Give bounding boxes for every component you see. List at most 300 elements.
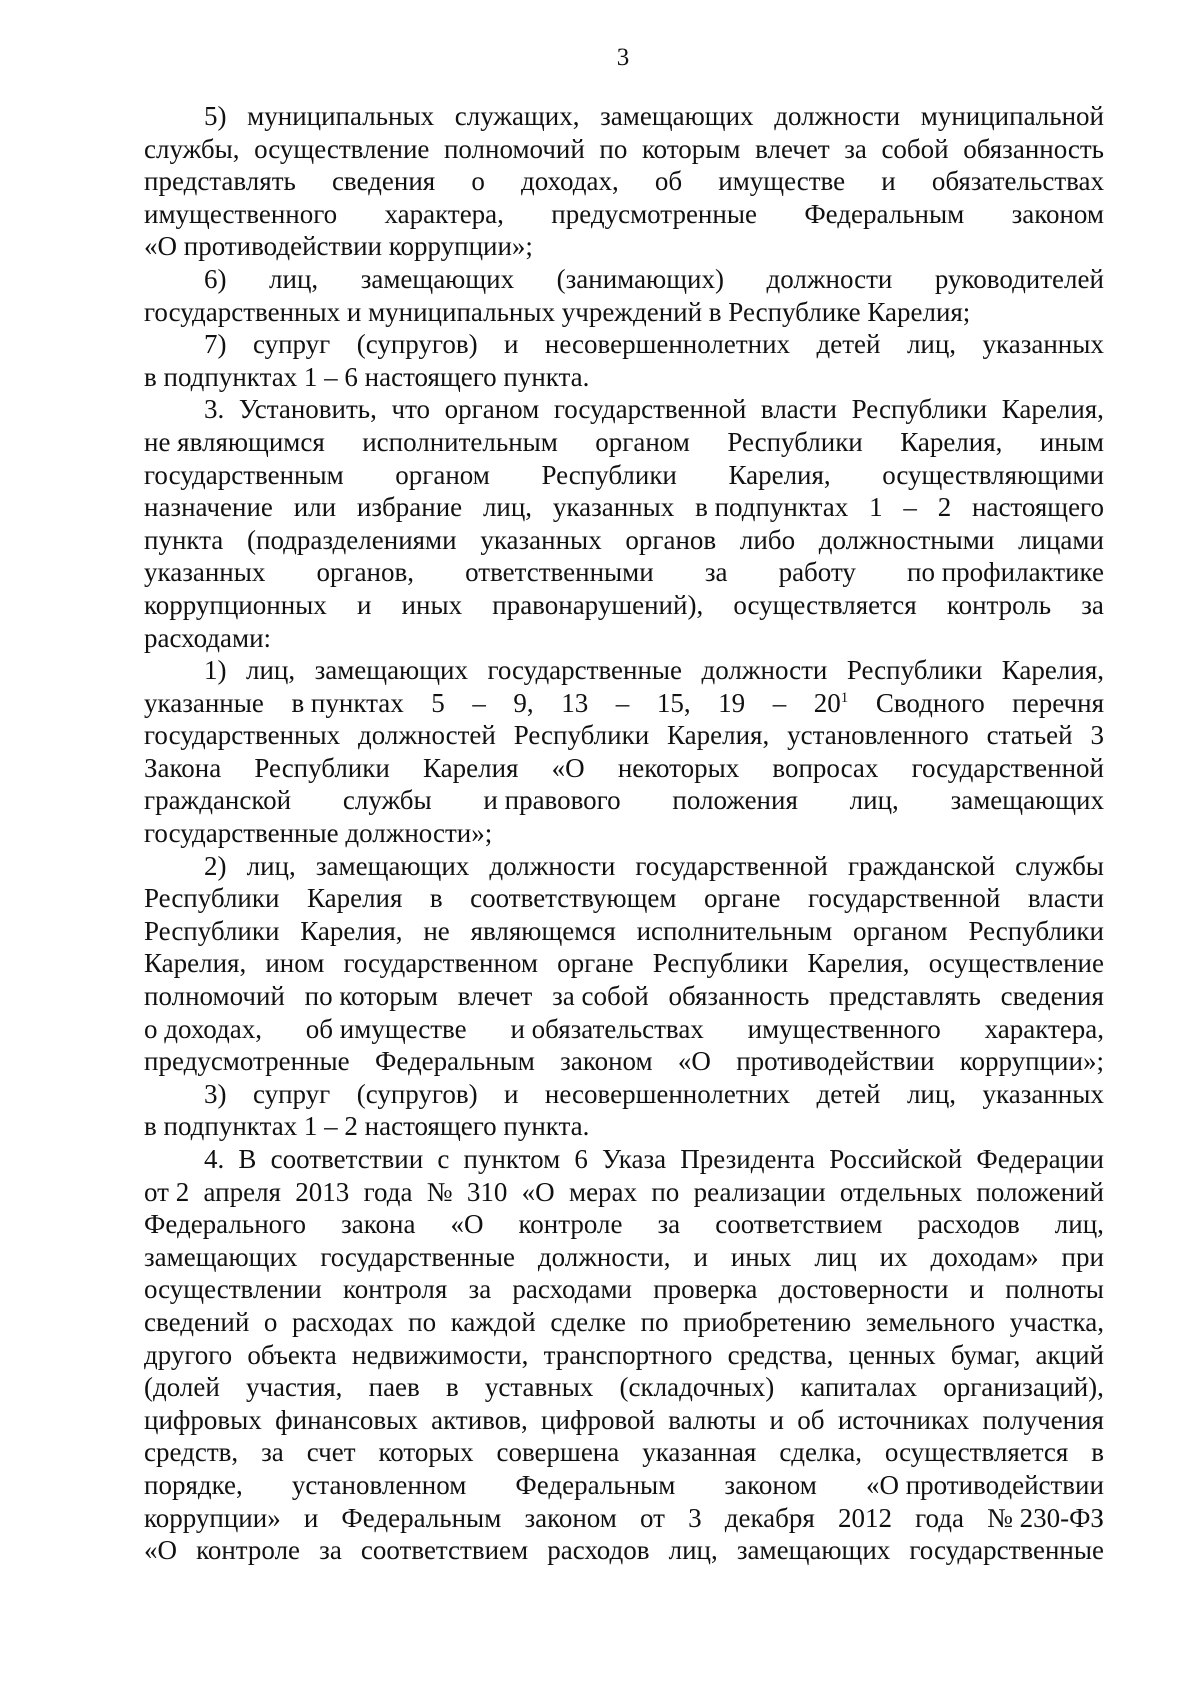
word: или	[293, 492, 337, 523]
text-line	[144, 165, 1104, 198]
text-line	[144, 784, 1104, 817]
word: контроль	[946, 589, 1052, 620]
text-line	[144, 882, 1104, 915]
text-line	[144, 1013, 1104, 1046]
word: государственным	[144, 459, 344, 490]
word: иных	[401, 589, 463, 620]
word: и	[769, 1404, 784, 1435]
word: Карелия	[306, 883, 403, 914]
word: апреля	[203, 1176, 281, 1207]
word: Республики	[968, 915, 1104, 946]
word: расходов	[917, 1209, 1020, 1240]
text-line	[144, 687, 1104, 720]
word: о доходах,	[144, 1013, 262, 1044]
word: «О	[677, 1046, 711, 1077]
word: государственной	[807, 883, 1001, 914]
word: расходах	[292, 1306, 394, 1337]
word: 6)	[204, 263, 227, 294]
footnote-mark: 1	[840, 689, 849, 706]
word: 5	[431, 687, 445, 718]
word: отдельных	[839, 1176, 963, 1207]
word: влечет	[755, 133, 830, 164]
word: Карелия,	[900, 426, 1003, 457]
word: лиц,	[1054, 1209, 1104, 1240]
word: 2012	[837, 1502, 892, 1533]
word: замещающих	[314, 655, 468, 686]
word: должности	[701, 655, 828, 686]
word: паев	[368, 1372, 420, 1403]
word: в подпунктах 1 – 6 настоящего пункта.	[144, 361, 590, 392]
text-line	[144, 198, 1104, 231]
word: соответствующем	[470, 883, 677, 914]
word: службы	[1015, 850, 1104, 881]
word: порядке,	[144, 1469, 243, 1500]
text-line	[144, 915, 1104, 948]
word: Республики	[144, 915, 280, 946]
word: коррупции»;	[959, 1046, 1104, 1077]
word: характера,	[984, 1013, 1104, 1044]
word: «О противодействии коррупции»;	[144, 231, 533, 262]
word: государственном	[343, 948, 539, 979]
word: органов	[625, 524, 717, 555]
word: указанных	[552, 492, 675, 523]
word: либо	[739, 524, 796, 555]
word: правонарушений),	[492, 589, 704, 620]
word: Указа	[602, 1144, 667, 1174]
word: Карелия,	[807, 948, 910, 979]
word: законом	[560, 1046, 653, 1077]
word: положения	[672, 785, 798, 816]
word: №	[426, 1176, 453, 1207]
word: вопросах	[772, 752, 879, 783]
word: участка,	[1009, 1306, 1104, 1337]
text-line	[144, 1371, 1104, 1404]
word: которых	[378, 1437, 474, 1468]
page-number: 3	[616, 44, 630, 71]
word: лицами	[1018, 524, 1104, 555]
word: проверка	[653, 1274, 758, 1305]
word: пункта	[144, 524, 224, 555]
text-line	[144, 1306, 1104, 1339]
word: совершена	[496, 1437, 620, 1468]
word: полноты	[1005, 1274, 1104, 1305]
text-line	[144, 1339, 1104, 1372]
word: и	[693, 1241, 708, 1272]
word: государственной	[553, 394, 747, 425]
text-line	[144, 100, 1104, 133]
word: имуществе	[718, 166, 846, 197]
word: собой	[881, 133, 949, 164]
word: гражданской	[144, 785, 292, 816]
word: не	[423, 915, 450, 946]
text-line	[144, 1273, 1104, 1306]
word: средства,	[727, 1339, 834, 1370]
word: осуществление	[254, 133, 430, 164]
word: 4.	[204, 1144, 225, 1174]
word: недвижимости,	[352, 1339, 529, 1370]
word: государственные	[487, 655, 683, 686]
word: об имуществе	[305, 1013, 467, 1044]
word: Установить,	[238, 394, 377, 425]
word: источниках	[837, 1404, 970, 1435]
word: за	[657, 1209, 681, 1240]
word: счет	[306, 1437, 356, 1468]
word: при	[1061, 1241, 1104, 1272]
word: акций	[1035, 1339, 1104, 1370]
word: (подразделениями	[247, 524, 457, 555]
text-line	[144, 1404, 1104, 1437]
word: цифровой	[541, 1404, 655, 1435]
text-line	[144, 654, 1104, 687]
word: супруг	[252, 329, 331, 360]
word: супруг	[252, 1078, 331, 1109]
word: в пунктах	[291, 687, 404, 718]
text-line	[144, 817, 1104, 850]
word: Карелия,	[667, 720, 770, 751]
word: указанных	[144, 557, 266, 588]
word: в	[1091, 1437, 1104, 1468]
word: государственной	[911, 752, 1104, 783]
word: в	[445, 1372, 459, 1403]
word: лиц,	[668, 1535, 718, 1566]
word: лиц,	[245, 655, 296, 686]
word: законом	[524, 1502, 617, 1533]
word: Республики	[513, 720, 650, 751]
word: органов,	[316, 557, 415, 588]
word: органом	[595, 426, 690, 457]
word: лиц,	[269, 263, 319, 294]
text-line	[144, 1176, 1104, 1209]
word: обязанность	[963, 133, 1104, 164]
word: закона	[341, 1209, 416, 1240]
text-line	[144, 1241, 1104, 1274]
text-line	[144, 296, 1104, 329]
word: государственные	[320, 1241, 515, 1272]
word: соответствием	[360, 1535, 529, 1566]
word: власти	[1027, 883, 1104, 914]
word: должности	[489, 850, 616, 881]
word: и обязательствах	[510, 1013, 704, 1044]
word: «О	[144, 1535, 177, 1566]
word: «О	[521, 1176, 555, 1207]
word: несовершеннолетних	[544, 329, 791, 360]
word: 7)	[204, 329, 227, 360]
word: капиталах	[800, 1372, 918, 1403]
word: лиц,	[482, 492, 533, 523]
word: государственные	[909, 1535, 1104, 1566]
word: Президента	[680, 1144, 816, 1174]
word: об	[654, 166, 683, 197]
word: другого	[144, 1339, 233, 1370]
word: установленного	[787, 720, 969, 751]
word: органом	[444, 394, 540, 425]
word: законом	[724, 1469, 817, 1500]
word: сделке	[550, 1306, 626, 1337]
word: должности	[774, 101, 901, 131]
text-line	[144, 361, 1104, 394]
word: полномочий	[144, 981, 285, 1012]
word: приобретению	[683, 1306, 852, 1337]
text-line	[144, 393, 1104, 426]
word: исполнительным	[362, 426, 558, 457]
text-line	[144, 328, 1104, 361]
text-line	[144, 850, 1104, 883]
text-line	[144, 491, 1104, 524]
word: по которым	[304, 981, 438, 1012]
word: и	[303, 1502, 319, 1533]
text-line	[144, 589, 1104, 622]
word: 3)	[204, 1078, 227, 1109]
word: контроле	[196, 1535, 301, 1566]
word: 5)	[204, 101, 227, 131]
word: «О противодействии	[865, 1469, 1104, 1500]
word: (складочных)	[619, 1372, 775, 1403]
text-line	[144, 622, 1104, 655]
word: «О	[450, 1209, 484, 1240]
word: В	[238, 1144, 257, 1174]
word: законом	[1011, 198, 1104, 229]
word: иным	[1039, 426, 1104, 457]
text-line	[144, 1208, 1104, 1241]
word: детей	[816, 329, 881, 360]
word: Федеральным	[341, 1502, 502, 1533]
word: в подпунктах 1 – 2 настоящего пункта.	[144, 1111, 590, 1142]
word: что	[391, 394, 431, 425]
word: за собой	[552, 981, 649, 1012]
word: контроле	[518, 1209, 623, 1240]
word: контроля	[342, 1274, 448, 1305]
word: 2013	[295, 1176, 350, 1207]
word: противодействии	[736, 1046, 935, 1077]
word: должности	[766, 263, 893, 294]
word: государственных	[144, 720, 341, 751]
word: 3	[688, 1502, 702, 1533]
word: –	[615, 687, 630, 718]
word: (долей	[144, 1372, 220, 1403]
word: муниципальной	[920, 101, 1104, 131]
word: настоящего	[972, 492, 1104, 523]
word: лиц	[814, 1241, 857, 1272]
word: обязательствах	[931, 166, 1104, 197]
word: по	[408, 1306, 437, 1337]
word: с	[437, 1144, 450, 1174]
word: –	[772, 687, 787, 718]
word: и	[969, 1274, 985, 1305]
word: Карелия,	[1001, 655, 1104, 686]
word: гражданской	[847, 850, 996, 881]
word: Республики	[727, 426, 863, 457]
word: руководителей	[934, 263, 1104, 294]
word: расходами:	[144, 622, 272, 653]
word: некоторых	[617, 752, 740, 783]
word: по	[599, 133, 628, 164]
word: в	[429, 883, 443, 914]
word: получения	[982, 1404, 1104, 1435]
text-line	[144, 1110, 1104, 1143]
text-line	[144, 1436, 1104, 1469]
word: Федерального	[144, 1209, 307, 1240]
word: мерах	[568, 1176, 638, 1207]
word: должностными	[818, 524, 995, 555]
word: влечет	[457, 981, 533, 1012]
word: Федеральным	[515, 1469, 676, 1500]
word: 2)	[204, 850, 227, 881]
word: коррупции»	[144, 1502, 281, 1533]
word: службы,	[144, 133, 240, 164]
word: уставных	[484, 1372, 594, 1403]
word: не являющимся	[144, 426, 325, 457]
word: организаций),	[943, 1372, 1104, 1403]
text-line	[144, 1045, 1104, 1078]
word: Карелия,	[300, 915, 403, 946]
word: 1	[869, 492, 883, 523]
text-line	[144, 1143, 1104, 1176]
word: указанных	[480, 524, 602, 555]
word: средств,	[144, 1437, 239, 1468]
word: избрание	[356, 492, 463, 523]
word: их	[879, 1241, 908, 1272]
word: сведения	[331, 166, 436, 197]
word: перечня	[1012, 687, 1104, 718]
word: 19	[718, 687, 746, 718]
word: детей	[816, 1078, 881, 1109]
word: активов,	[431, 1404, 528, 1435]
word: (занимающих)	[556, 263, 724, 294]
word: доходам»	[930, 1241, 1039, 1272]
word: Федерации	[976, 1144, 1104, 1174]
word: Республики	[254, 752, 390, 783]
word: обязанность	[668, 981, 810, 1012]
word: и	[881, 166, 896, 197]
word: органом	[853, 915, 948, 946]
word: 3.	[204, 394, 225, 425]
word: расходов	[547, 1535, 650, 1566]
word: исполнительным	[636, 915, 833, 946]
word: достоверности	[778, 1274, 949, 1305]
word: соответствием	[715, 1209, 883, 1240]
word: Республики	[541, 459, 677, 490]
word: замещающих	[360, 263, 515, 294]
word: Сводного	[875, 687, 985, 718]
text-line	[144, 133, 1104, 166]
word: осуществление	[928, 948, 1104, 979]
word: власти	[760, 394, 838, 425]
word: ином	[265, 948, 325, 979]
word: указанные	[144, 687, 264, 718]
word: несовершеннолетних	[544, 1078, 791, 1109]
word: Закона	[144, 752, 222, 783]
word: пунктом	[463, 1144, 561, 1174]
word: от 2	[144, 1176, 190, 1207]
word: 3	[1090, 720, 1104, 751]
word: лиц,	[906, 1078, 957, 1109]
word: ценных	[848, 1339, 936, 1370]
word: лиц,	[246, 850, 296, 881]
word: Карелия,	[144, 948, 247, 979]
word: замещающих	[950, 785, 1104, 816]
word: Федеральным	[804, 198, 965, 229]
word: 2	[937, 492, 952, 523]
word: –	[472, 687, 486, 718]
word: лиц,	[849, 785, 899, 816]
word: –	[903, 492, 917, 523]
text-line	[144, 1469, 1104, 1502]
word: соответствии	[270, 1144, 424, 1174]
word: характера,	[384, 198, 504, 229]
word: службы	[342, 785, 432, 816]
word: бумаг,	[950, 1339, 1021, 1370]
word: полномочий	[443, 133, 585, 164]
word: объекта	[247, 1339, 337, 1370]
word: финансовых	[275, 1404, 418, 1435]
word: декабря	[724, 1502, 815, 1533]
word: указанных	[982, 329, 1104, 360]
word: указанных	[982, 1078, 1104, 1109]
word: (супругов)	[356, 1078, 478, 1109]
word: об	[797, 1404, 825, 1435]
word: расходами	[512, 1274, 632, 1305]
word: по	[651, 1176, 680, 1207]
word: осуществляющими	[882, 459, 1104, 490]
word: статьей	[986, 720, 1073, 751]
word: за	[704, 557, 728, 588]
word: предусмотренные	[144, 1046, 350, 1077]
word: осуществляется	[884, 1437, 1069, 1468]
word: 6	[574, 1144, 588, 1174]
word: замещающих	[315, 850, 470, 881]
word: Карелия,	[1001, 394, 1104, 425]
word: лиц,	[906, 329, 957, 360]
word: по профилактике	[907, 557, 1104, 588]
word: представлять	[829, 981, 981, 1012]
word: реализации	[693, 1176, 826, 1207]
word: органе	[703, 883, 781, 914]
word: 9,	[513, 687, 534, 718]
word: от	[640, 1502, 665, 1533]
text-line	[144, 556, 1104, 589]
text-line	[144, 947, 1104, 980]
word: года	[363, 1176, 413, 1207]
word: Республики	[851, 394, 988, 425]
text-line	[144, 1078, 1104, 1111]
word: предусмотренные	[551, 198, 757, 229]
word: в подпунктах	[695, 492, 849, 523]
word: по	[640, 1306, 669, 1337]
word: и	[356, 589, 372, 620]
word: участия,	[245, 1372, 343, 1403]
text-line	[144, 1502, 1104, 1535]
word: Республики	[652, 948, 789, 979]
word: за	[468, 1274, 492, 1305]
text-line	[144, 263, 1104, 296]
text-line	[144, 1534, 1104, 1567]
word: и	[504, 329, 519, 360]
word: за	[844, 133, 867, 164]
word: являющемся	[470, 915, 616, 946]
word: года	[915, 1502, 964, 1533]
word: органе	[557, 948, 634, 979]
word: должности,	[537, 1241, 671, 1272]
word: установленном	[291, 1469, 467, 1500]
text-line	[144, 980, 1104, 1013]
word: должностей	[357, 720, 496, 751]
word: доходах,	[520, 166, 619, 197]
word: цифровых	[144, 1404, 262, 1435]
word: представлять	[144, 166, 296, 197]
word: имущественного	[144, 198, 338, 229]
word: «О	[551, 752, 585, 783]
word: 310	[466, 1176, 508, 1207]
